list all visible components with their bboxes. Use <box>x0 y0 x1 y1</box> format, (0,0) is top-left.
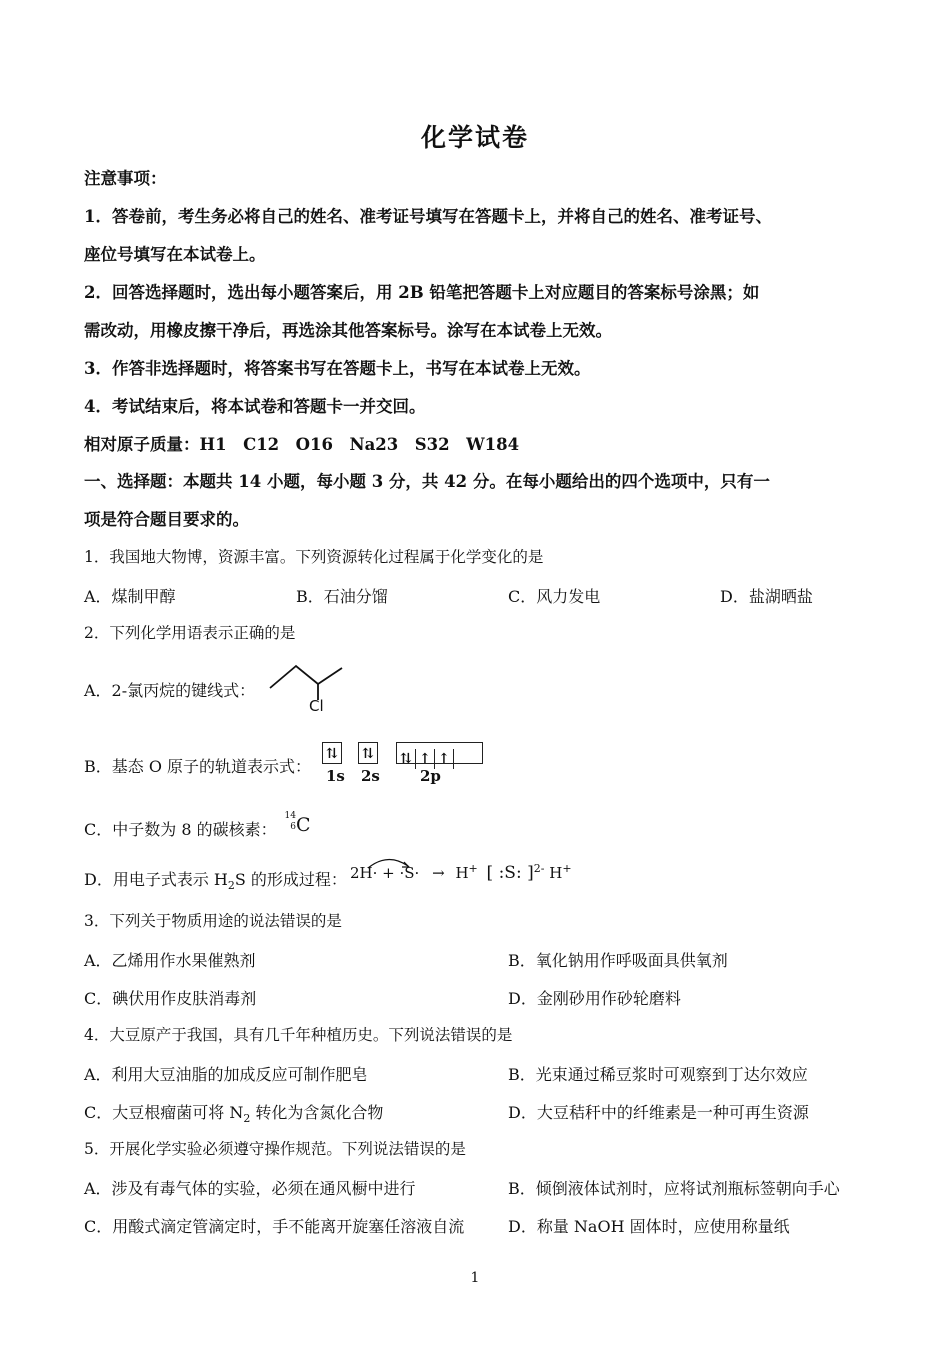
q3-stem: 3．下列关于物质用途的说法错误的是 <box>84 912 342 930</box>
section-1-heading: 一、选择题：本题共 14 小题，每小题 3 分，共 42 分。在每小题给出的四个选项中，只有一 <box>84 472 770 491</box>
q2-option-d <box>84 867 347 892</box>
q5-option-d: D．称量 NaOH 固体时，应使用称量纸 <box>508 1217 790 1236</box>
q4-c-text: C．大豆根瘤菌可将 N <box>84 1103 244 1122</box>
q2-d-text: D．用电子式表示 H <box>84 870 228 889</box>
q4-c-rest: 转化为含氮化合物 <box>250 1103 384 1122</box>
orbital-box-empty <box>454 743 482 763</box>
orbital-box: ↑ <box>416 749 435 769</box>
nuclide-symbol: C <box>296 814 311 836</box>
notice-item-2: 2．回答选择题时，选出每小题答案后，用 2B 铅笔把答题卡上对应题目的答案标号涂黑；如 <box>84 283 760 302</box>
nuclide-atomic-number: 6 <box>290 822 296 832</box>
nuclide-indices <box>282 811 296 841</box>
q2-option-b: B．基态 O 原子的轨道表示式： <box>84 757 312 776</box>
q2-a-cl-label: Cl <box>309 697 324 715</box>
eq-h1: H <box>455 864 469 882</box>
q3-option-d: D．金刚砂用作砂轮磨料 <box>508 989 681 1008</box>
q4-option-a: A．利用大豆油脂的加成反应可制作肥皂 <box>84 1065 368 1084</box>
q2-option-a: A．2-氯丙烷的键线式： <box>84 681 256 700</box>
section-1-heading-cont: 项是符合题目要求的。 <box>84 510 249 529</box>
orbital-2p <box>396 742 483 767</box>
notice-heading: 注意事项： <box>84 169 167 188</box>
q5-stem: 5．开展化学实验必须遵守操作规范。下列说法错误的是 <box>84 1140 466 1158</box>
eq-charge: 2- <box>533 862 545 875</box>
q1-option-b: B．石油分馏 <box>296 587 388 606</box>
q4-c-sub: 2 <box>243 1112 251 1126</box>
q4-option-d: D．大豆秸秆中的纤维素是一种可再生资源 <box>508 1103 809 1122</box>
notice-item-1: 1．答卷前，考生务必将自己的姓名、准考证号填写在答题卡上，并将自己的姓名、准考证号、 <box>84 207 772 226</box>
orbital-label-1s: 1s <box>326 767 345 785</box>
orbital-1s <box>322 742 342 764</box>
q2-d-sub: 2 <box>227 879 235 893</box>
skeletal-formula-icon <box>268 660 348 716</box>
eq-bracket: [ :S: ] <box>486 863 534 883</box>
q2-stem: 2．下列化学用语表示正确的是 <box>84 624 296 642</box>
notice-item-1-cont: 座位号填写在本试卷上。 <box>84 245 266 264</box>
orbital-label-2s: 2s <box>361 767 380 785</box>
page-number: 1 <box>470 1270 480 1286</box>
nuclide-mass-number: 14 <box>284 811 296 821</box>
orbital-box: ⇅ <box>397 749 416 769</box>
q4-stem: 4．大豆原产于我国，具有几千年种植历史。下列说法错误的是 <box>84 1026 513 1044</box>
q1-stem: 1．我国地大物博，资源丰富。下列资源转化过程属于化学变化的是 <box>84 548 544 566</box>
q2-d-rest: S 的形成过程： <box>234 870 347 889</box>
q1-option-d: D．盐湖晒盐 <box>720 587 813 606</box>
q5-option-c: C．用酸式滴定管滴定时，手不能离开旋塞任溶液自流 <box>84 1217 465 1236</box>
q3-option-c: C．碘伏用作皮肤消毒剂 <box>84 989 257 1008</box>
page-title: 化学试卷 <box>420 123 529 152</box>
notice-item-4: 4．考试结束后，将本试卷和答题卡一并交回。 <box>84 397 426 416</box>
atomic-mass: 相对原子质量：H1 C12 O16 Na23 S32 W184 <box>84 435 520 454</box>
q5-option-b: B．倾倒液体试剂时，应将试剂瓶标签朝向手心 <box>508 1179 840 1198</box>
orbital-2s <box>358 742 378 764</box>
q3-option-a: A．乙烯用作水果催熟剂 <box>84 951 256 970</box>
q3-option-b: B．氧化钠用作呼吸面具供氧剂 <box>508 951 728 970</box>
eq-left: 2H· + ·S· <box>350 864 420 882</box>
eq-h2: H <box>549 864 563 882</box>
q2-option-c: C．中子数为 8 的碳核素： <box>84 820 277 839</box>
q4-option-c <box>84 1100 383 1125</box>
q4-option-b: B．光束通过稀豆浆时可观察到丁达尔效应 <box>508 1065 808 1084</box>
notice-item-2-cont: 需改动，用橡皮擦干净后，再选涂其他答案标号。涂写在本试卷上无效。 <box>84 321 612 340</box>
q1-option-a: A．煤制甲醇 <box>84 587 176 606</box>
orbital-box: ↑ <box>435 749 454 769</box>
orbital-box: ⇅ <box>326 746 338 762</box>
q1-option-c: C．风力发电 <box>508 587 601 606</box>
q5-option-a: A．涉及有毒气体的实验，必须在通风橱中进行 <box>84 1179 416 1198</box>
electron-formula: 2H· + ·S· → H+ [ :S: ]$^{2-}$ H+ <box>350 862 572 883</box>
notice-item-3: 3．作答非选择题时，将答案书写在答题卡上，书写在本试卷上无效。 <box>84 359 591 378</box>
orbital-label-2p: 2p <box>420 767 441 785</box>
eq-arrow: → <box>432 864 445 882</box>
orbital-box: ⇅ <box>362 746 374 762</box>
curved-arrow-icon <box>366 856 412 870</box>
